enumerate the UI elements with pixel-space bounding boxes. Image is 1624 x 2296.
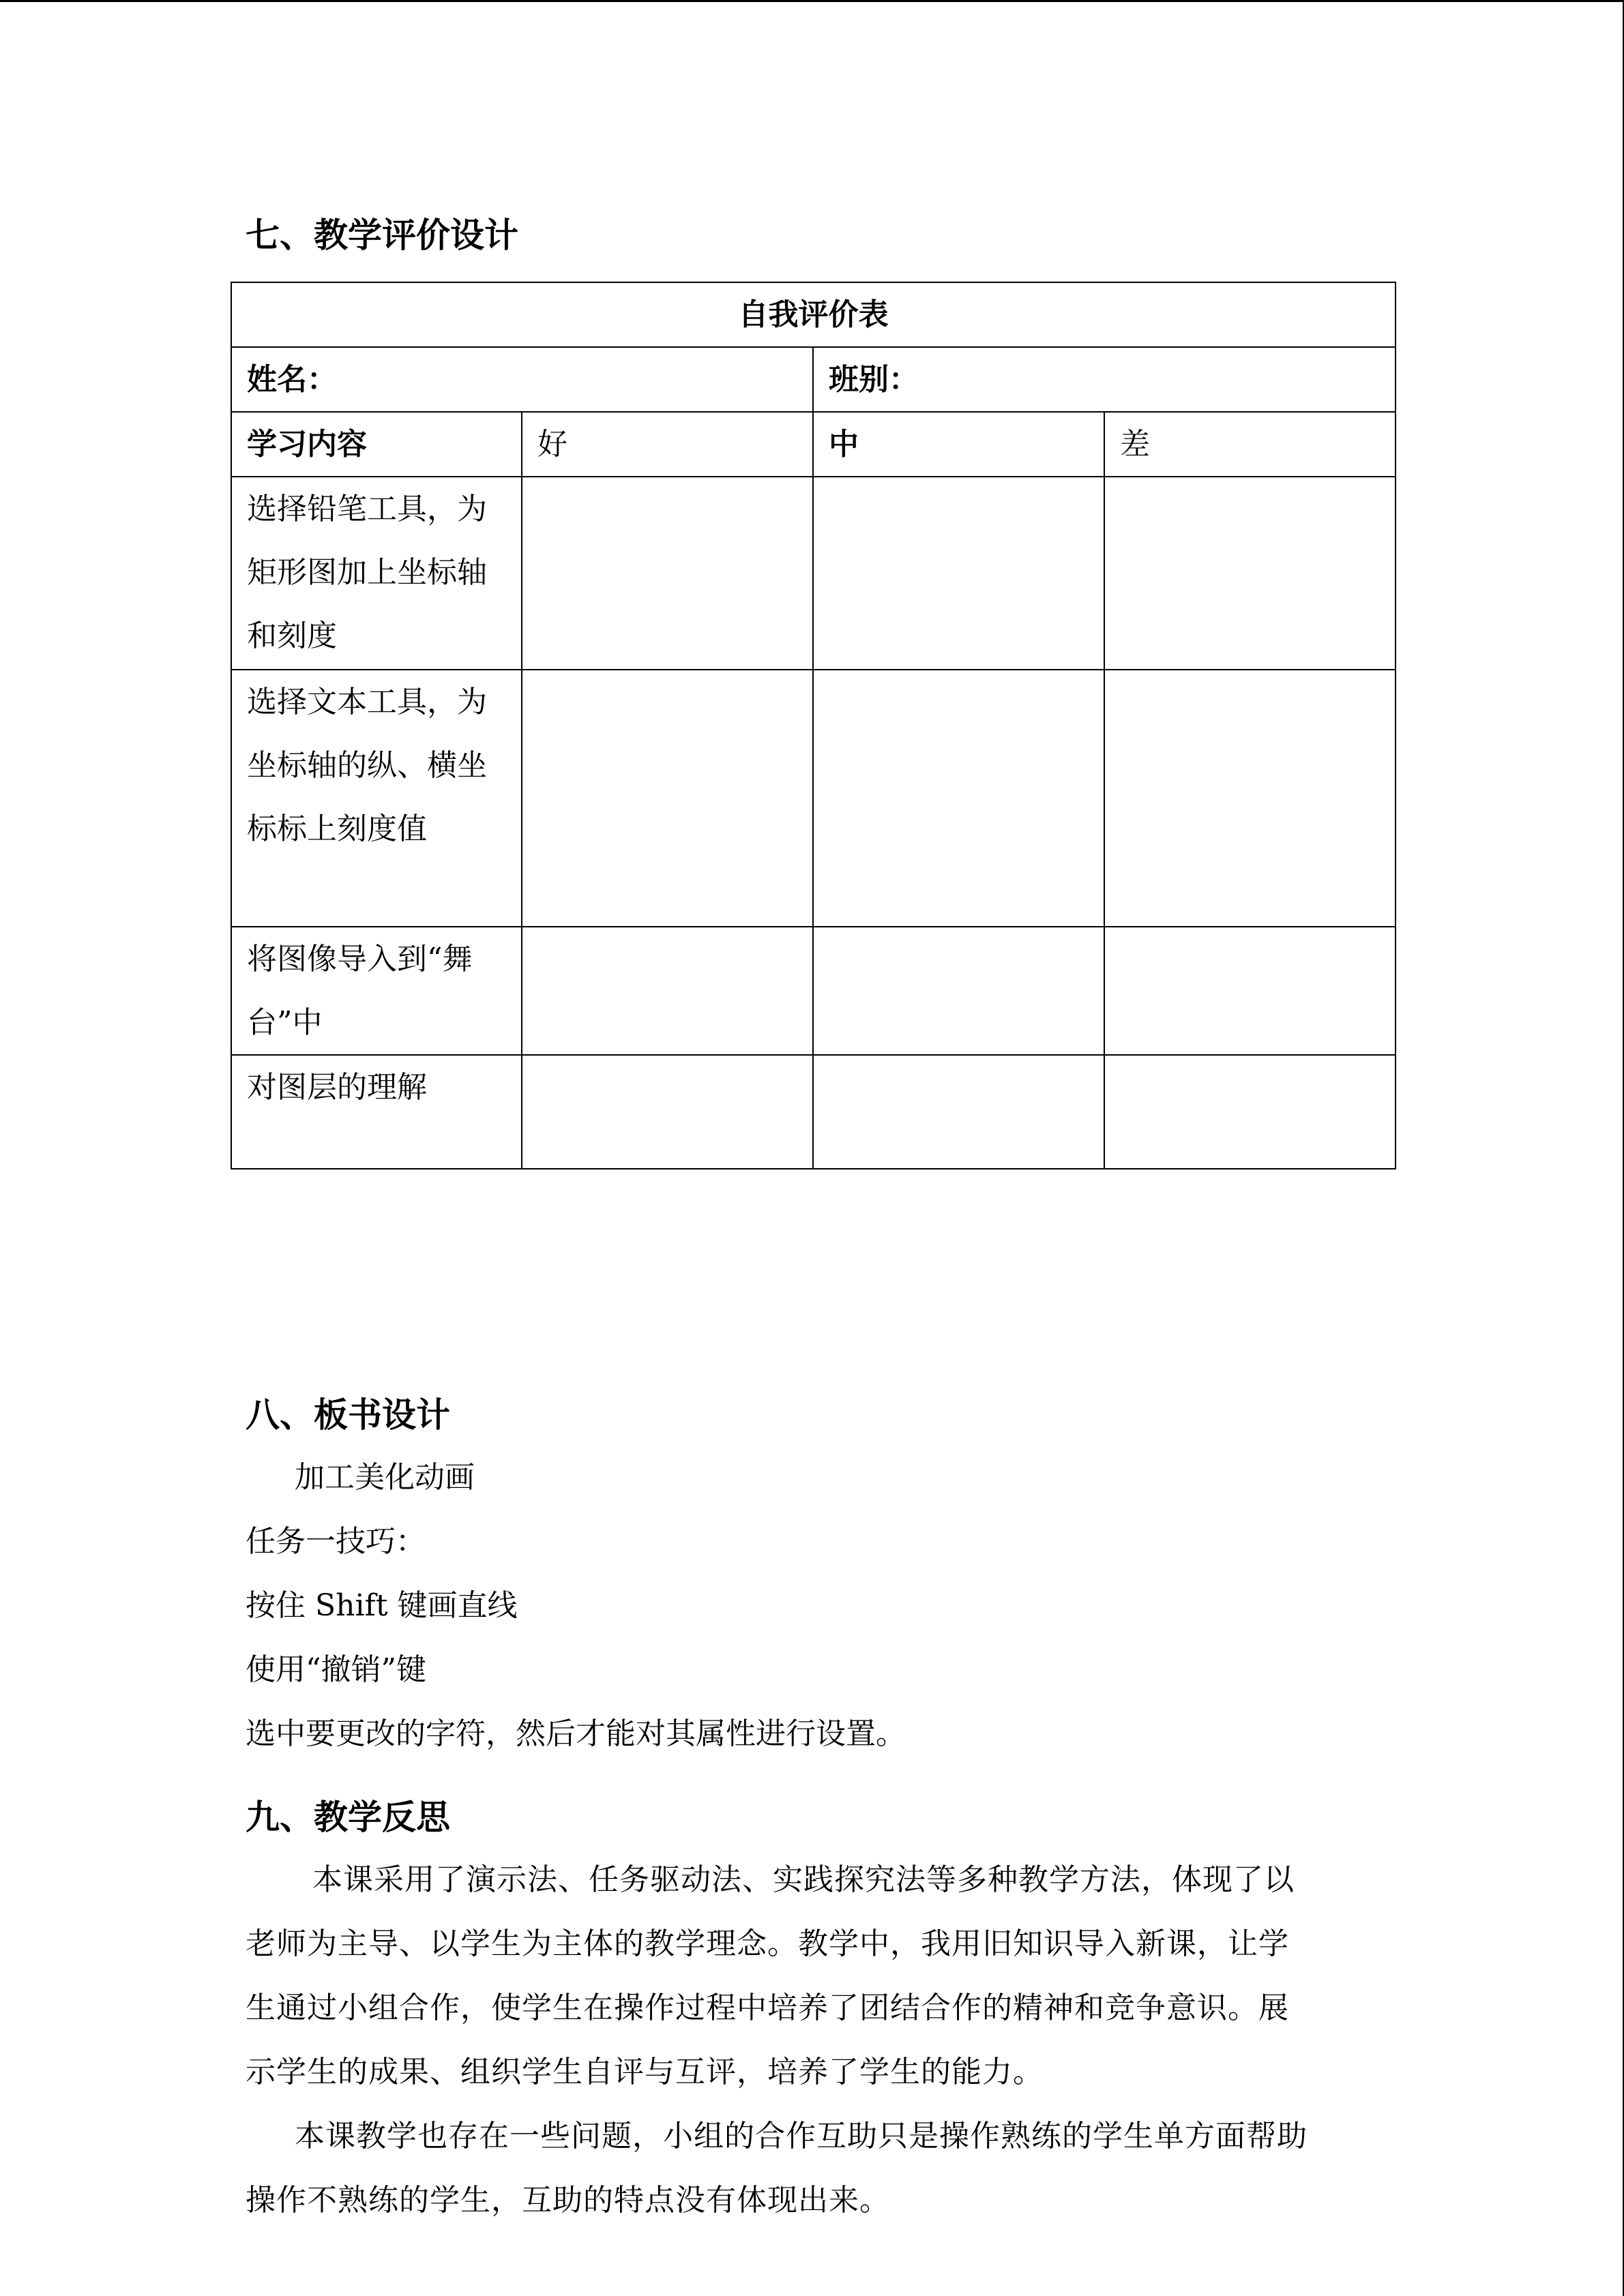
reflection-line: 本课教学也存在一些问题，小组的合作互助只是操作熟练的学生单方面帮助 [295, 2119, 1308, 2153]
board-line: 按住 Shift 键画直线 [246, 1588, 518, 1623]
board-line: 任务一技巧： [246, 1524, 426, 1559]
row-medium-cell[interactable] [813, 477, 1104, 670]
section-8 [246, 1384, 1391, 1766]
row-content: 选择文本工具，为坐标轴的纵、横坐标标上刻度值 [231, 670, 522, 927]
section-9 [246, 1787, 1391, 2233]
table-header-row [231, 412, 1396, 477]
row-medium-cell[interactable] [813, 1055, 1104, 1169]
row-good-cell[interactable] [522, 1055, 813, 1169]
reflection-line: 操作不熟练的学生，互助的特点没有体现出来。 [246, 2183, 890, 2218]
row-content: 对图层的理解 [231, 1055, 522, 1169]
reflection-line: 示学生的成果、组织学生自评与互评，培养了学生的能力。 [246, 2055, 1044, 2089]
table-row [231, 477, 1396, 670]
row-content: 选择铅笔工具，为矩形图加上坐标轴和刻度 [231, 477, 522, 670]
table-row [231, 1055, 1396, 1169]
table-row [231, 927, 1396, 1055]
reflection-line: 生通过小组合作，使学生在操作过程中培养了团结合作的精神和竞争意识。展 [246, 1991, 1289, 2025]
header-medium: 中 [813, 412, 1104, 477]
reflection-paragraph-1 [246, 1848, 1391, 2104]
self-evaluation-table [231, 282, 1396, 1169]
board-line: 使用“撤销”键 [246, 1652, 426, 1687]
row-medium-cell[interactable] [813, 670, 1104, 927]
board-title: 加工美化动画 [295, 1460, 475, 1495]
page-top-border [0, 0, 1624, 2]
board-line: 选中要更改的字符，然后才能对其属性进行设置。 [246, 1716, 906, 1751]
row-content: 将图像导入到“舞台”中 [231, 927, 522, 1055]
table-title: 自我评价表 [231, 282, 1396, 347]
header-content: 学习内容 [231, 412, 522, 477]
class-label: 班别： [813, 347, 1396, 412]
row-good-cell[interactable] [522, 670, 813, 927]
section-7-heading: 七、教学评价设计 [246, 215, 518, 255]
row-poor-cell[interactable] [1104, 670, 1396, 927]
header-good: 好 [522, 412, 813, 477]
table-info-row [231, 347, 1396, 412]
reflection-line: 老师为主导、以学生为主体的教学理念。教学中，我用旧知识导入新课，让学 [246, 1926, 1289, 1961]
header-poor: 差 [1104, 412, 1396, 477]
name-label: 姓名： [231, 347, 813, 412]
section-9-heading: 九、教学反思 [246, 1798, 450, 1837]
reflection-paragraph-2 [246, 2104, 1391, 2233]
row-poor-cell[interactable] [1104, 927, 1396, 1055]
row-good-cell[interactable] [522, 477, 813, 670]
section-8-heading: 八、板书设计 [246, 1395, 450, 1435]
row-medium-cell[interactable] [813, 927, 1104, 1055]
row-good-cell[interactable] [522, 927, 813, 1055]
table-title-row [231, 282, 1396, 347]
row-poor-cell[interactable] [1104, 477, 1396, 670]
document-page [246, 205, 1391, 2218]
reflection-line: 本课采用了演示法、任务驱动法、实践探究法等多种教学方法，体现了以 [312, 1862, 1295, 1897]
table-row [231, 670, 1396, 927]
row-poor-cell[interactable] [1104, 1055, 1396, 1169]
